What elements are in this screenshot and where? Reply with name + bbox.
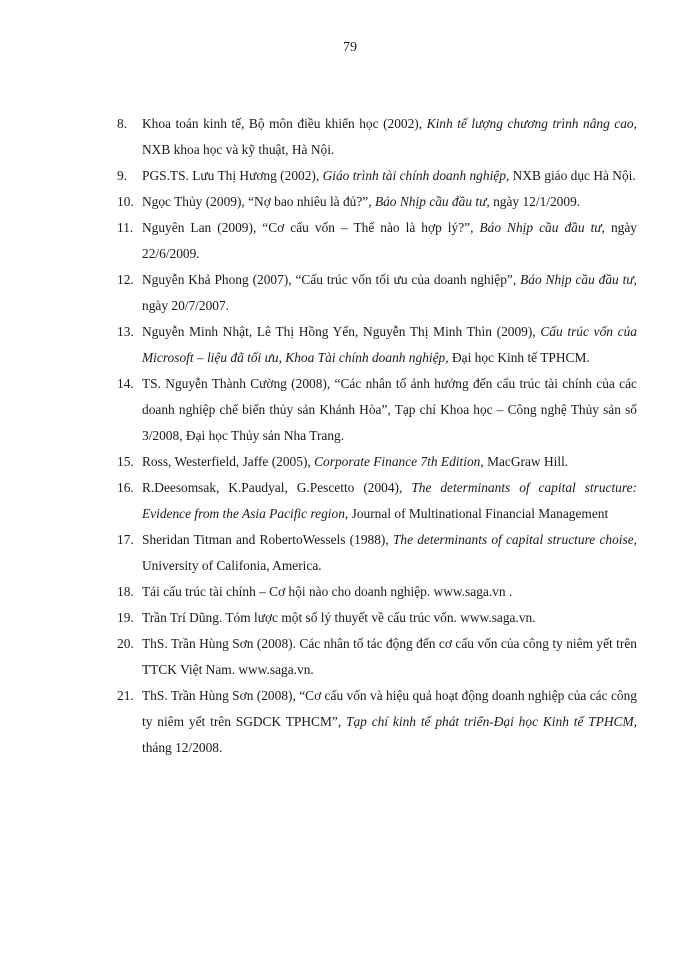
reference-title-italic: Cấu trúc vốn của Microsoft – liệu đã tối ưu, Khoa Tài chính doanh nghiệp (142, 324, 637, 365)
reference-item (117, 527, 637, 579)
reference-text (142, 168, 636, 183)
reference-text (142, 584, 512, 599)
reference-item (117, 683, 637, 761)
reference-text-segment: Nguyễn Minh Nhật, Lê Thị Hồng Yến, Nguyễn Thị Minh Thìn (2009), (142, 324, 541, 339)
reference-number: 19. (117, 610, 134, 625)
reference-text-segment: , ngày 20/7/2007. (142, 272, 638, 313)
reference-title-italic: Báo Nhịp cầu đầu tư (479, 220, 602, 235)
reference-item (117, 371, 637, 449)
reference-number: 20. (117, 636, 134, 651)
reference-text-segment: , NXB khoa học và kỹ thuật, Hà Nội. (142, 116, 637, 157)
reference-title-italic: The determinants of capital structure choise, (392, 532, 637, 547)
reference-item (117, 605, 637, 631)
reference-item (117, 579, 637, 605)
reference-text (142, 194, 580, 209)
reference-text (142, 636, 637, 677)
reference-text-segment: TS. Nguyễn Thành Cường (2008), “Các nhân tố ảnh hưởng đến cấu trúc tài chính của các doanh nghiệp chế biến thủy sản Khánh Hòa”, Tạp chí Khoa học – Công nghệ Thủy sản số 3/2008, Đại học Thủy sản Nha Trang. (142, 376, 637, 443)
reference-item (117, 189, 637, 215)
reference-text-segment: Ngọc Thủy (2009), “Nợ bao nhiêu là đủ?”, (142, 194, 375, 209)
reference-number: 9. (117, 168, 128, 183)
reference-text-segment: Tái cấu trúc tài chính – Cơ hội nào cho doanh nghiệp. www.saga.vn . (142, 584, 513, 599)
reference-text-segment: Nguyễn Khả Phong (2007), “Cấu trúc vốn tối ưu của doanh nghiệp”, (142, 272, 521, 287)
reference-text-segment: , Đại học Kinh tế TPHCM. (445, 350, 590, 365)
reference-text (142, 220, 637, 261)
reference-text-segment: R.Deesomsak, K.Paudyal, G.Pescetto (2004), (142, 480, 412, 495)
reference-number: 16. (117, 480, 134, 495)
reference-item (117, 449, 637, 475)
reference-item (117, 475, 637, 527)
reference-number: 13. (117, 324, 134, 339)
reference-text-segment: ThS. Trần Hùng Sơn (2008). Các nhân tố tác động đến cơ cấu vốn của công ty niêm yết trên TTCK Việt Nam. www.saga.vn. (142, 636, 637, 677)
reference-text (142, 532, 637, 573)
reference-text (142, 272, 637, 313)
reference-title-italic: Corporate Finance 7th Edition (314, 454, 481, 469)
reference-text-segment: Sheridan Titman and RobertoWessels (1988), (142, 532, 393, 547)
reference-text (142, 610, 536, 625)
reference-text-segment: , Journal of Multinational Financial Management (344, 506, 609, 521)
reference-item (117, 319, 637, 371)
reference-text-segment: Ross, Westerfield, Jaffe (2005), (142, 454, 315, 469)
reference-text-segment: PGS.TS. Lưu Thị Hương (2002), (142, 168, 323, 183)
reference-title-italic: Giáo trình tài chính doanh nghiệp (322, 168, 506, 183)
reference-text (142, 454, 568, 469)
reference-number: 14. (117, 376, 134, 391)
reference-title-italic: Báo Nhịp cầu đầu tư (520, 272, 634, 287)
reference-number: 15. (117, 454, 134, 469)
reference-text (142, 480, 637, 521)
reference-text-segment: , MacGraw Hill. (480, 454, 569, 469)
reference-item (117, 267, 637, 319)
reference-text-segment: , NXB giáo dục Hà Nội. (505, 168, 636, 183)
reference-text-segment: Nguyên Lan (2009), “Cơ cấu vốn – Thế nào là hợp lý?”, (142, 220, 480, 235)
reference-title-italic: Tạp chí kinh tế phát triển-Đại học Kinh tế TPHCM, (346, 714, 637, 729)
reference-number: 10. (117, 194, 134, 209)
reference-text-segment: Trần Trí Dũng. Tóm lược một số lý thuyết về cấu trúc vốn. www.saga.vn. (142, 610, 536, 625)
reference-number: 18. (117, 584, 134, 599)
reference-text-segment: University of Califonia, America. (142, 558, 322, 573)
reference-item (117, 215, 637, 267)
reference-item (117, 631, 637, 683)
reference-text-segment: ngày 12/1/2009. (489, 194, 581, 209)
reference-title-italic: Báo Nhịp cầu đầu tư, (374, 194, 490, 209)
reference-text-segment: Khoa toán kinh tế, Bộ môn điều khiển học (2002), (142, 116, 427, 131)
reference-list (117, 111, 637, 761)
reference-title-italic: Kinh tế lượng chương trình nâng cao (426, 116, 634, 131)
reference-text (142, 376, 637, 443)
reference-text-segment: , ngày 22/6/2009. (142, 220, 637, 261)
reference-number: 8. (117, 116, 128, 131)
reference-item (117, 111, 637, 163)
reference-title-italic: The determinants of capital structure: Evidence from the Asia Pacific region (142, 480, 637, 521)
reference-text (142, 688, 637, 755)
reference-item (117, 163, 637, 189)
reference-text-segment: tháng 12/2008. (142, 740, 223, 755)
reference-number: 21. (117, 688, 134, 703)
reference-text (142, 324, 637, 365)
reference-text-segment: ThS. Trần Hùng Sơn (2008), “Cơ cấu vốn và hiệu quả hoạt động doanh nghiệp của các công ty niêm yết trên SGDCK TPHCM”, (142, 688, 637, 729)
page-number: 79 (343, 40, 357, 55)
reference-number: 17. (117, 532, 134, 547)
reference-number: 11. (117, 220, 134, 235)
reference-number: 12. (117, 272, 134, 287)
reference-text (142, 116, 637, 157)
